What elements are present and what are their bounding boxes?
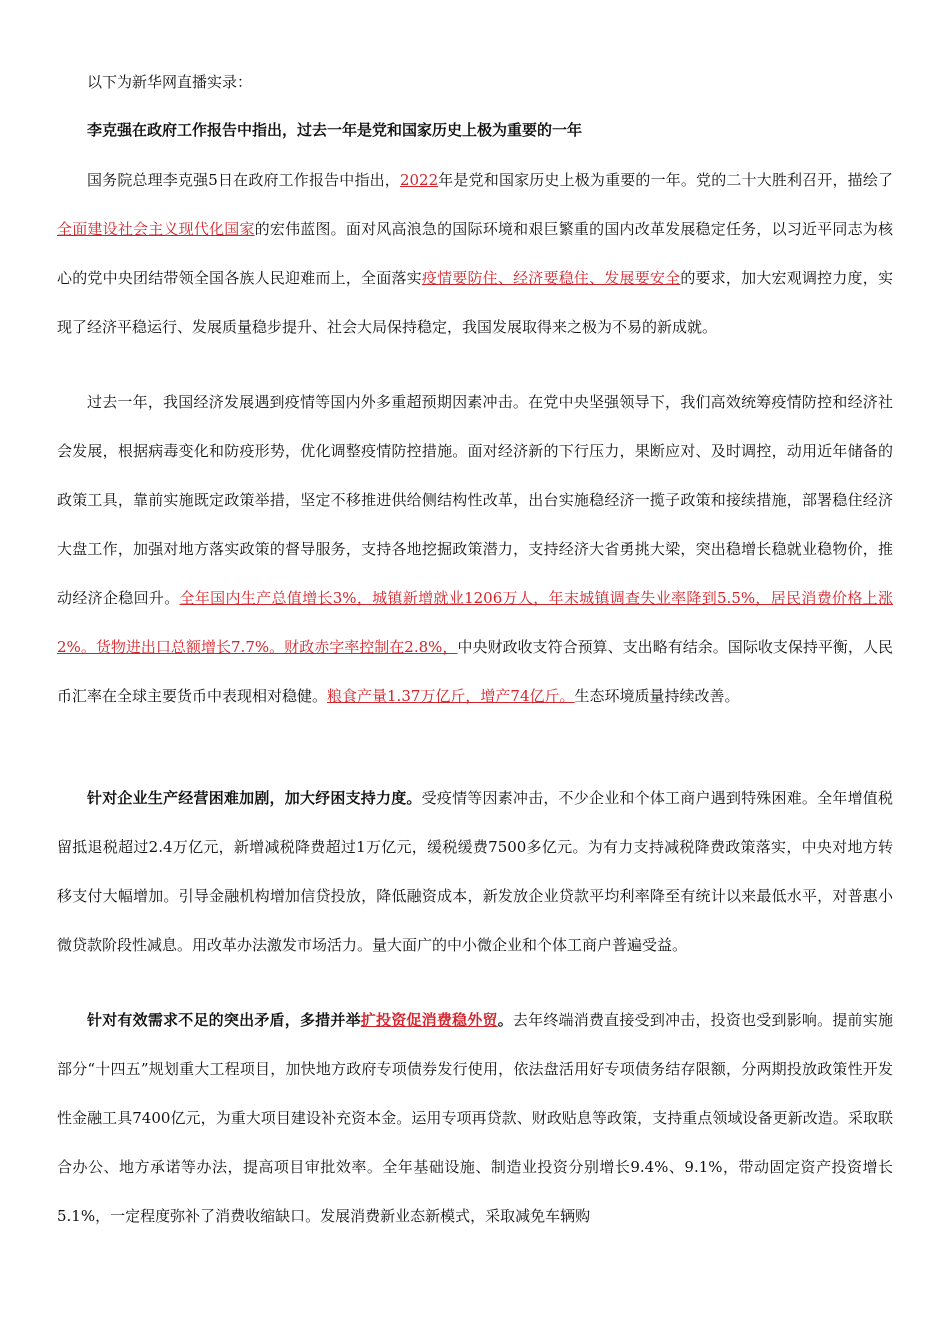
paragraph-4 [57,996,893,1241]
p1-text-d: 的要求，加大宏观调控力度，实现了经济平稳运行、发展质量稳步提升、社会大局保持稳定，我国发展取得来之极为不易的新成就。 [57,269,893,336]
p1-link-modernization[interactable]: 全面建设社会主义现代化国家 [57,220,255,238]
p1-text-b: 年是党和国家历史上极为重要的一年。党的二十大胜利召开，描绘了 [438,171,893,189]
p2-text-c: 生态环境质量持续改善。 [574,687,740,705]
p4-bold-period: 。 [497,1011,513,1029]
section-heading: 李克强在政府工作报告中指出，过去一年是党和国家历史上极为重要的一年 [87,121,583,139]
p3-bold-lead: 针对企业生产经营困难加剧，加大纾困支持力度。 [87,789,422,807]
p2-text-b: 中央财政收支符合预算、支出略有结余。国际收支保持平衡，人民币汇率在全球主要货币中表现相对稳健。 [57,638,893,705]
p1-text-c: 的宏伟蓝图。面对风高浪急的国际环境和艰巨繁重的国内改革发展稳定任务，以习近平同志为核心的党中央团结带领全国各族人民迎难而上，全面落实 [57,220,893,287]
paragraph-2 [57,378,893,721]
paragraph-3 [57,774,893,970]
p1-year-link[interactable]: 2022 [399,171,439,189]
paragraph-1 [57,156,893,352]
p1-link-epidemic-economy[interactable]: 疫情要防住、经济要稳住、发展要安全 [421,269,681,287]
p2-link-grain-output[interactable]: 粮食产量1.37万亿斤，增产74亿斤。 [327,687,575,705]
p4-bold-lead: 针对有效需求不足的突出矛盾，多措并举 [87,1011,361,1029]
p3-text-a: 受疫情等因素冲击，不少企业和个体工商户遇到特殊困难。全年增值税留抵退税超过2.4万亿元，新增减税降费超过1万亿元，缓税缓费7500多亿元。为有力支持减税降费政策落实，中央对地方转移支付大幅增加。引导金融机构增加信贷投放，降低融资成本，新发放企业贷款平均利率降至有统计以来最低水平，对普惠小微贷款阶段性减息。用改革办法激发市场活力。量大面广的中小微企业和个体工商户普遍受益。 [57,789,893,954]
p4-link-invest-consume[interactable]: 扩投资促消费稳外贸 [360,1011,498,1029]
p2-text-a: 过去一年，我国经济发展遇到疫情等国内外多重超预期因素冲击。在党中央坚强领导下，我们高效统筹疫情防控和经济社会发展，根据病毒变化和防疫形势，优化调整疫情防控措施。面对经济新的下行压力，果断应对、及时调控，动用近年储备的政策工具，靠前实施既定政策举措，坚定不移推进供给侧结构性改革，出台实施稳经济一揽子政策和接续措施，部署稳住经济大盘工作，加强对地方落实政策的督导服务，支持各地挖掘政策潜力，支持经济大省勇挑大梁，突出稳增长稳就业稳物价，推动经济企稳回升。 [57,393,893,607]
p4-text-a: 去年终端消费直接受到冲击，投资也受到影响。提前实施部分“十四五”规划重大工程项目，加快地方政府专项债券发行使用，依法盘活用好专项债务结存限额，分两期投放政策性开发性金融工具7400亿元，为重大项目建设补充资本金。运用专项再贷款、财政贴息等政策，支持重点领域设备更新改造。采取联合办公、地方承诺等办法，提高项目审批效率。全年基础设施、制造业投资分别增长9.4%、9.1%，带动固定资产投资增长5.1%，一定程度弥补了消费收缩缺口。发展消费新业态新模式，采取减免车辆购 [57,1011,893,1225]
p2-link-gdp-stats[interactable]: 全年国内生产总值增长3%，城镇新增就业1206万人，年末城镇调查失业率降到5.5%，居民消费价格上涨2%。货物进出口总额增长7.7%。财政赤字率控制在2.8%， [57,589,893,656]
p1-text-a: 国务院总理李克强5日在政府工作报告中指出， [87,171,400,189]
intro-text: 以下为新华网直播实录： [87,73,253,91]
